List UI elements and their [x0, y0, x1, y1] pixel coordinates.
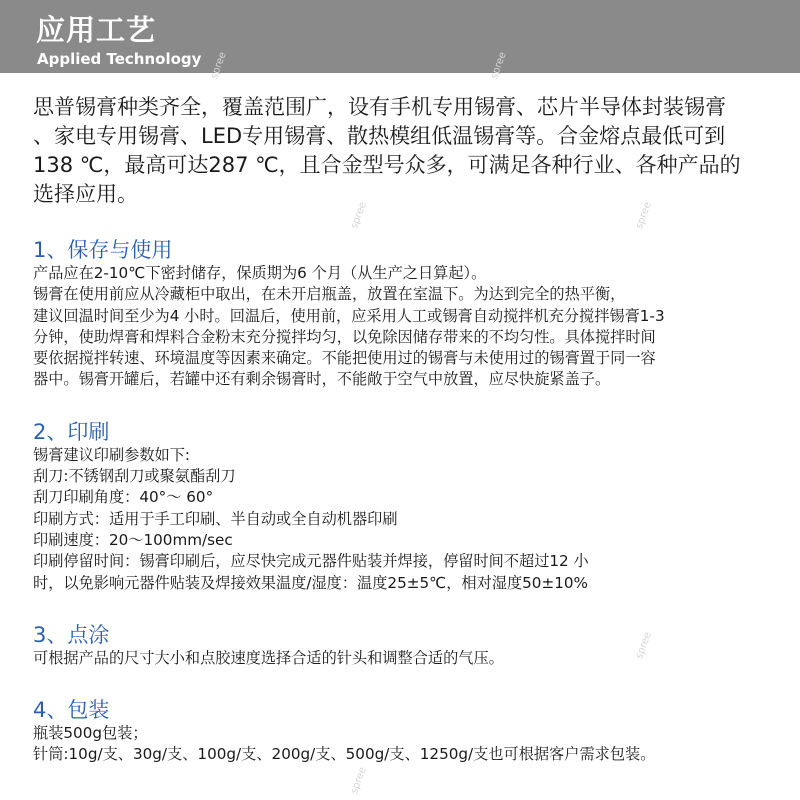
- section-heading: 4、包装: [33, 698, 110, 723]
- page-subtitle: Applied Technology: [37, 50, 202, 68]
- section-line: 锡膏在使用前应从冷藏柜中取出，在未开启瓶盖，放置在室温下。为达到完全的热平衡，: [33, 285, 626, 304]
- watermark-text: spree: [633, 200, 654, 231]
- section-line: 时，以免影响元器件贴装及焊接效果温度/湿度：温度25±5℃，相对湿度50±10%: [33, 573, 588, 592]
- section-heading: 1、保存与使用: [33, 238, 173, 262]
- watermark-text: spree: [348, 765, 369, 796]
- intro-line: 138 ℃，最高可达287 ℃，且合金型号众多，可满足各种行业、各种产品的: [33, 153, 741, 177]
- section-heading: 3、点涂: [33, 622, 110, 647]
- section-line: 可根据产品的尺寸大小和点胶速度选择合适的针头和调整合适的气压。: [33, 648, 504, 667]
- main-content: [33, 93, 783, 766]
- section-line: 建议回温时间至少为4 小时。回温后，使用前，应采用人工或锡膏自动搅拌机充分搅拌锡膏1-3: [33, 306, 665, 325]
- section-line: 要依据搅拌转速、环境温度等因素来确定。不能把使用过的锡膏与未使用过的锡膏置于同一容: [33, 349, 656, 368]
- intro-line: 选择应用。: [33, 182, 138, 206]
- intro-line: 、家电专用锡膏、LED专用锡膏、散热模组低温锡膏等。合金熔点最低可到: [33, 124, 726, 148]
- section-line: 瓶装500g包装；: [33, 724, 148, 743]
- watermark-text: spree: [488, 50, 509, 81]
- section-printing: [33, 419, 783, 594]
- section-line: 针筒:10g/支、30g/支、100g/支、200g/支、500g/支、1250g/支也可根据客户需求包装。: [33, 745, 656, 764]
- section-packaging: [33, 697, 783, 766]
- section-line: 产品应在2-10℃下密封储存，保质期为6 个月（从生产之日算起）。: [33, 264, 487, 282]
- watermark-text: spree: [633, 630, 654, 661]
- section-line: 分钟，使助焊膏和焊料合金粉末充分搅拌均匀，以免除因储存带来的不均匀性。具体搅拌时间: [33, 327, 656, 346]
- section-line: 印刷速度：20～100mm/sec: [33, 530, 233, 549]
- section-line: 印刷停留时间：锡膏印刷后，应尽快完成元器件贴装并焊接，停留时间不超过12 小: [33, 552, 589, 571]
- section-line: 刮刀印刷角度：40°～ 60°: [33, 488, 214, 507]
- watermark-text: spree: [208, 50, 229, 81]
- header-banner: [0, 0, 800, 73]
- intro-paragraph: [33, 93, 783, 209]
- section-line: 刮刀:不锈钢刮刀或聚氨酯刮刀: [33, 467, 236, 486]
- section-line: 器中。锡膏开罐后，若罐中还有剩余锡膏时，不能敞于空气中放置，应尽快旋紧盖子。: [33, 370, 611, 389]
- intro-line: 思普锡膏种类齐全，覆盖范围广，设有手机专用锡膏、芯片半导体封装锡膏: [33, 95, 726, 119]
- watermark-text: spree: [348, 200, 369, 231]
- page-title: 应用工艺: [36, 13, 157, 47]
- section-dispensing: [33, 622, 783, 669]
- section-storage: [33, 237, 783, 391]
- section-heading: 2、印刷: [33, 419, 110, 444]
- section-line: 印刷方式：适用于手工印刷、半自动或全自动机器印刷: [33, 509, 398, 528]
- section-line: 锡膏建议印刷参数如下:: [33, 445, 190, 464]
